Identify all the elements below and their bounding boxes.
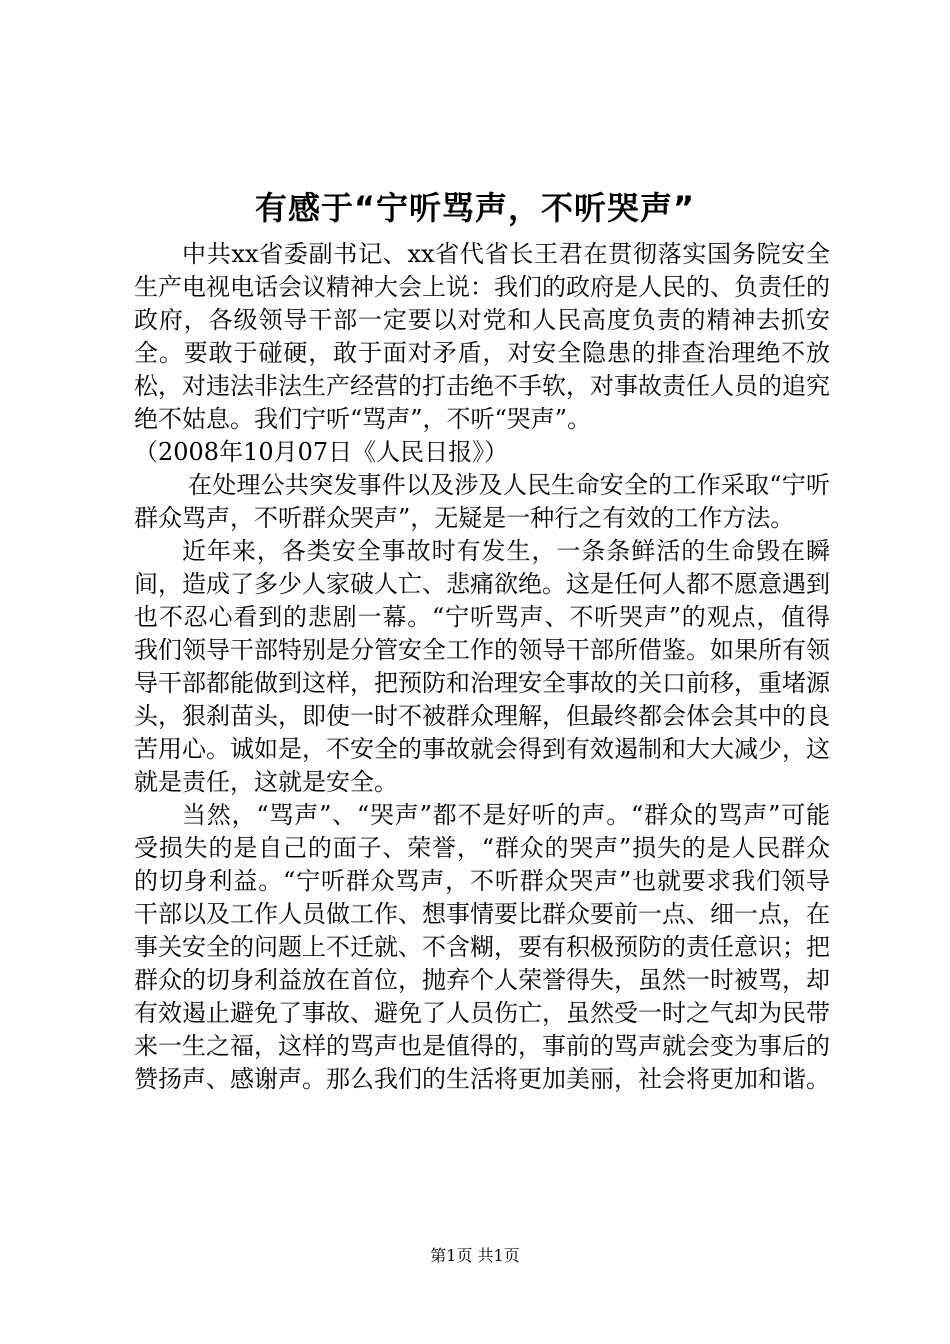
paragraph-3: 近年来，各类安全事故时有发生，一条条鲜活的生命毁在瞬间，造成了多少人家破人亡、悲痛欲绝。这是任何人都不愿意遇到也不忍心看到的悲剧一幕。“宁听骂声、不听哭声”的观点，值得我们领导干部特别是分管安全工作的领导干部所借鉴。如果所有领导干部都能做到这样，把预防和治理安全事故的关口前移，重堵源头，狠刹苗头，即使一时不被群众理解，但最终都会体会其中的良苦用心。诚如是，不安全的事故就会得到有效遏制和大大减少，这就是责任，这就是安全。 — [134, 537, 830, 796]
paragraph-1: 中共xx省委副书记、xx省代省长王君在贯彻落实国务院安全生产电视电话会议精神大会上说：我们的政府是人民的、负责任的政府，各级领导干部一定要以对党和人民高度负责的精神去抓安全。要敢于碰硬，敢于面对矛盾，对安全隐患的排查治理绝不放松，对违法非法生产经营的打击绝不手软，对事故责任人员的追究绝不姑息。我们宁听“骂声”，不听“哭声”。 — [134, 240, 830, 433]
document-body — [134, 238, 830, 1096]
document-title: 有感于“宁听骂声，不听哭声” — [254, 189, 696, 227]
paragraph-2: 在处理公共突发事件以及涉及人民生命安全的工作采取“宁听群众骂声，不听群众哭声”，无疑是一种行之有效的工作方法。 — [134, 471, 830, 532]
paragraph-4: 当然，“骂声”、“哭声”都不是好听的声。“群众的骂声”可能受损失的是自己的面子、荣誉，“群众的哭声”损失的是人民群众的切身利益。“宁听群众骂声，不听群众哭声”也就要求我们领导干部以及工作人员做工作、想事情要比群众要前一点、细一点，在事关安全的问题上不迁就、不含糊，要有积极预防的责任意识；把群众的切身利益放在首位，抛弃个人荣誉得失，虽然一时被骂，却有效遏止避免了事故、避免了人员伤亡，虽然受一时之气却为民带来一生之福，这样的骂声也是值得的，事前的骂声就会变为事后的赞扬声、感谢声。那么我们的生活将更加美丽，社会将更加和谐。 — [134, 801, 830, 1093]
paragraph-source: （2008年10月07日《人民日报》） — [134, 438, 509, 466]
page-footer: 第1页 共1页 — [430, 1246, 520, 1265]
